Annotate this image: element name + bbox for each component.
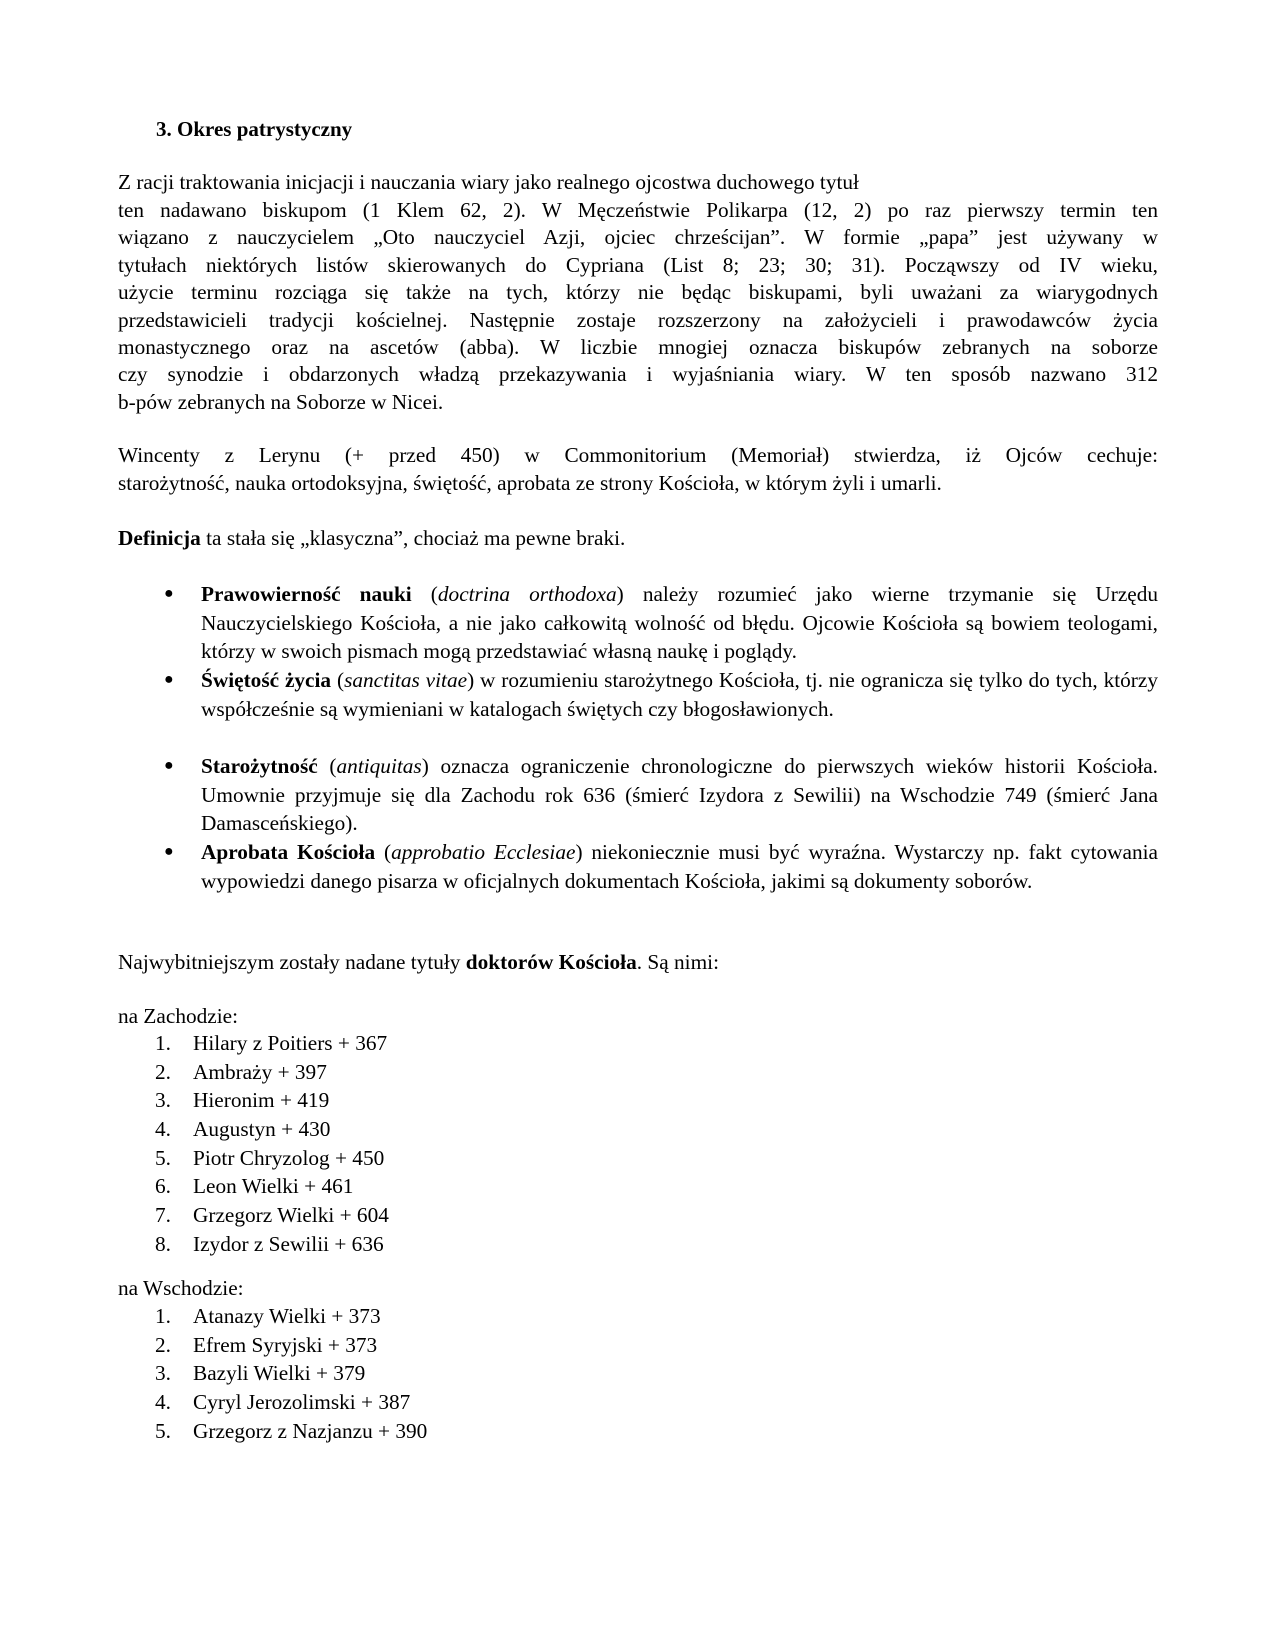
doctors-term: doktorów Kościoła	[465, 950, 637, 974]
bullet-text: ) należy rozumieć jako wierne trzymanie się Urzędu Nauczycielskiego Kościoła, a nie jako całkowitą wolność od błędu. Ojcowie Kościoła są bowiem teologami, którzy w swoich pismach mogą przedstawiać własną naukę i poglądy.	[201, 582, 1159, 664]
bullet-latin: antiquitas	[336, 754, 422, 778]
list-item	[155, 1230, 389, 1259]
west-list	[155, 1029, 389, 1259]
east-label: na Wschodzie:	[118, 1276, 244, 1300]
list-number: 6.	[155, 1174, 171, 1199]
list-text: Ambraży + 397	[193, 1059, 327, 1084]
list-text: Piotr Chryzolog + 450	[193, 1145, 385, 1170]
bullet-paren: (	[411, 582, 438, 606]
list-item	[155, 1058, 389, 1087]
list-number: 3.	[155, 1361, 171, 1386]
list-item	[155, 1201, 389, 1230]
bullet-latin: doctrina orthodoxa	[437, 582, 617, 606]
list-item	[155, 1086, 389, 1115]
list-item	[155, 1029, 389, 1058]
vincent-line: starożytność, nauka ortodoksyjna, świętość, aprobata ze strony Kościoła, w którym żyli i umarli.	[118, 471, 942, 495]
doctors-paragraph	[118, 948, 1158, 977]
list-item	[155, 1302, 427, 1331]
list-number: 4.	[155, 1117, 171, 1142]
list-item	[155, 1417, 427, 1446]
list-item	[155, 1359, 427, 1388]
intro-line: wiązano z nauczycielem „Oto nauczyciel Azji, ojciec chrześcijan”. W formie „papa” jest używany w	[118, 225, 1158, 249]
list-text: Hieronim + 419	[193, 1088, 330, 1113]
bullet-item	[201, 666, 1158, 723]
bullet-text: ) oznacza ograniczenie chronologiczne do pierwszych wieków historii Kościoła. Umownie przyjmuje się dla Zachodu rok 636 (śmierć Izydora z Sewilii) na Wschodzie 749 (śmierć Jana Damasceńskiego).	[201, 754, 1158, 836]
list-number: 8.	[155, 1231, 171, 1256]
bullet-text: ) w rozumieniu starożytnego Kościoła, tj. nie ogranicza się tylko do tych, którzy współcześnie są wymieniani w katalogach świętych czy błogosławionych.	[201, 668, 1158, 721]
west-label: na Zachodzie:	[118, 1004, 239, 1028]
list-text: Grzegorz z Nazjanzu + 390	[193, 1418, 428, 1443]
list-text: Cyryl Jerozolimski + 387	[193, 1390, 411, 1415]
list-item	[155, 1115, 389, 1144]
bullet-term: Starożytność	[201, 754, 318, 778]
bullet-item	[201, 580, 1158, 666]
bullet-paren: (	[317, 754, 337, 778]
list-number: 5.	[155, 1418, 171, 1443]
bullet-paren: (	[375, 840, 392, 864]
intro-line: ten nadawano biskupom (1 Klem 62, 2). W Męczeństwie Polikarpa (12, 2) po raz pierwszy termin ten	[118, 198, 1158, 222]
list-number: 7.	[155, 1203, 171, 1228]
list-text: Grzegorz Wielki + 604	[193, 1203, 389, 1228]
list-text: Augustyn + 430	[193, 1117, 331, 1142]
list-number: 1.	[155, 1031, 171, 1055]
list-text: Izydor z Sewilii + 636	[193, 1231, 384, 1256]
bullet-term: Świętość życia	[201, 668, 332, 692]
definition-term: Definicja	[118, 526, 201, 550]
intro-line: czy synodzie i obdarzonych władzą przekazywania i wyjaśniania wiary. W ten sposób nazwano 312	[118, 362, 1158, 386]
vincent-line: Wincenty z Lerynu (+ przed 450) w Commonitorium (Memoriał) stwierdza, iż Ojców cechuje:	[118, 443, 1158, 467]
intro-line: b-pów zebranych na Soborze w Nicei.	[118, 390, 444, 414]
bullet-latin: approbatio Ecclesiae	[391, 840, 576, 864]
section-heading: 3. Okres patrystyczny	[156, 117, 353, 141]
bullet-term: Prawowierność nauki	[201, 582, 412, 606]
list-number: 2.	[155, 1332, 171, 1357]
bullet-term: Aprobata Kościoła	[201, 840, 376, 864]
list-text: Bazyli Wielki + 379	[193, 1361, 366, 1386]
east-list	[155, 1302, 427, 1445]
list-item	[155, 1144, 389, 1173]
doctors-pre: Najwybitniejszym zostały nadane tytuły	[118, 950, 466, 974]
list-text: Efrem Syryjski + 373	[193, 1332, 378, 1357]
list-item	[155, 1172, 389, 1201]
list-text: Hilary z Poitiers + 367	[193, 1031, 388, 1055]
bullet-text: ) niekoniecznie musi być wyraźna. Wystarczy np. fakt cytowania wypowiedzi danego pisarza w oficjalnych dokumentach Kościoła, jakimi są dokumenty soborów.	[201, 840, 1159, 893]
list-text: Atanazy Wielki + 373	[193, 1304, 381, 1328]
bullet-item	[201, 752, 1158, 838]
list-number: 4.	[155, 1390, 171, 1415]
list-text: Leon Wielki + 461	[193, 1174, 354, 1199]
intro-line: Z racji traktowania inicjacji i nauczania wiary jako realnego ojcostwa duchowego tytuł	[118, 170, 859, 194]
intro-line: przedstawicieli tradycji kościelnej. Następnie zostaje rozszerzony na założycieli i prawodawców życia	[118, 308, 1158, 332]
intro-line: użycie terminu rozciąga się także na tych, którzy nie będąc biskupami, byli uważani za wiarygodnych	[118, 280, 1158, 304]
list-item	[155, 1331, 427, 1360]
intro-line: tytułach niektórych listów skierowanych do Cypriana (List 8; 23; 30; 31). Począwszy od IV wieku,	[118, 253, 1158, 277]
bullet-latin: sanctitas vitae	[344, 668, 468, 692]
list-number: 5.	[155, 1145, 171, 1170]
bullet-item	[201, 838, 1158, 895]
list-item	[155, 1388, 427, 1417]
doctors-post: . Są nimi:	[636, 950, 719, 974]
list-number: 3.	[155, 1088, 171, 1113]
list-number: 1.	[155, 1304, 171, 1328]
bullet-paren: (	[331, 668, 345, 692]
list-number: 2.	[155, 1059, 171, 1084]
intro-line: monastycznego oraz na ascetów (abba). W liczbie mnogiej oznacza biskupów zebranych na soborze	[118, 335, 1158, 359]
definition-paragraph	[118, 524, 1158, 553]
definition-text: ta stała się „klasyczna”, chociaż ma pewne braki.	[200, 526, 626, 550]
